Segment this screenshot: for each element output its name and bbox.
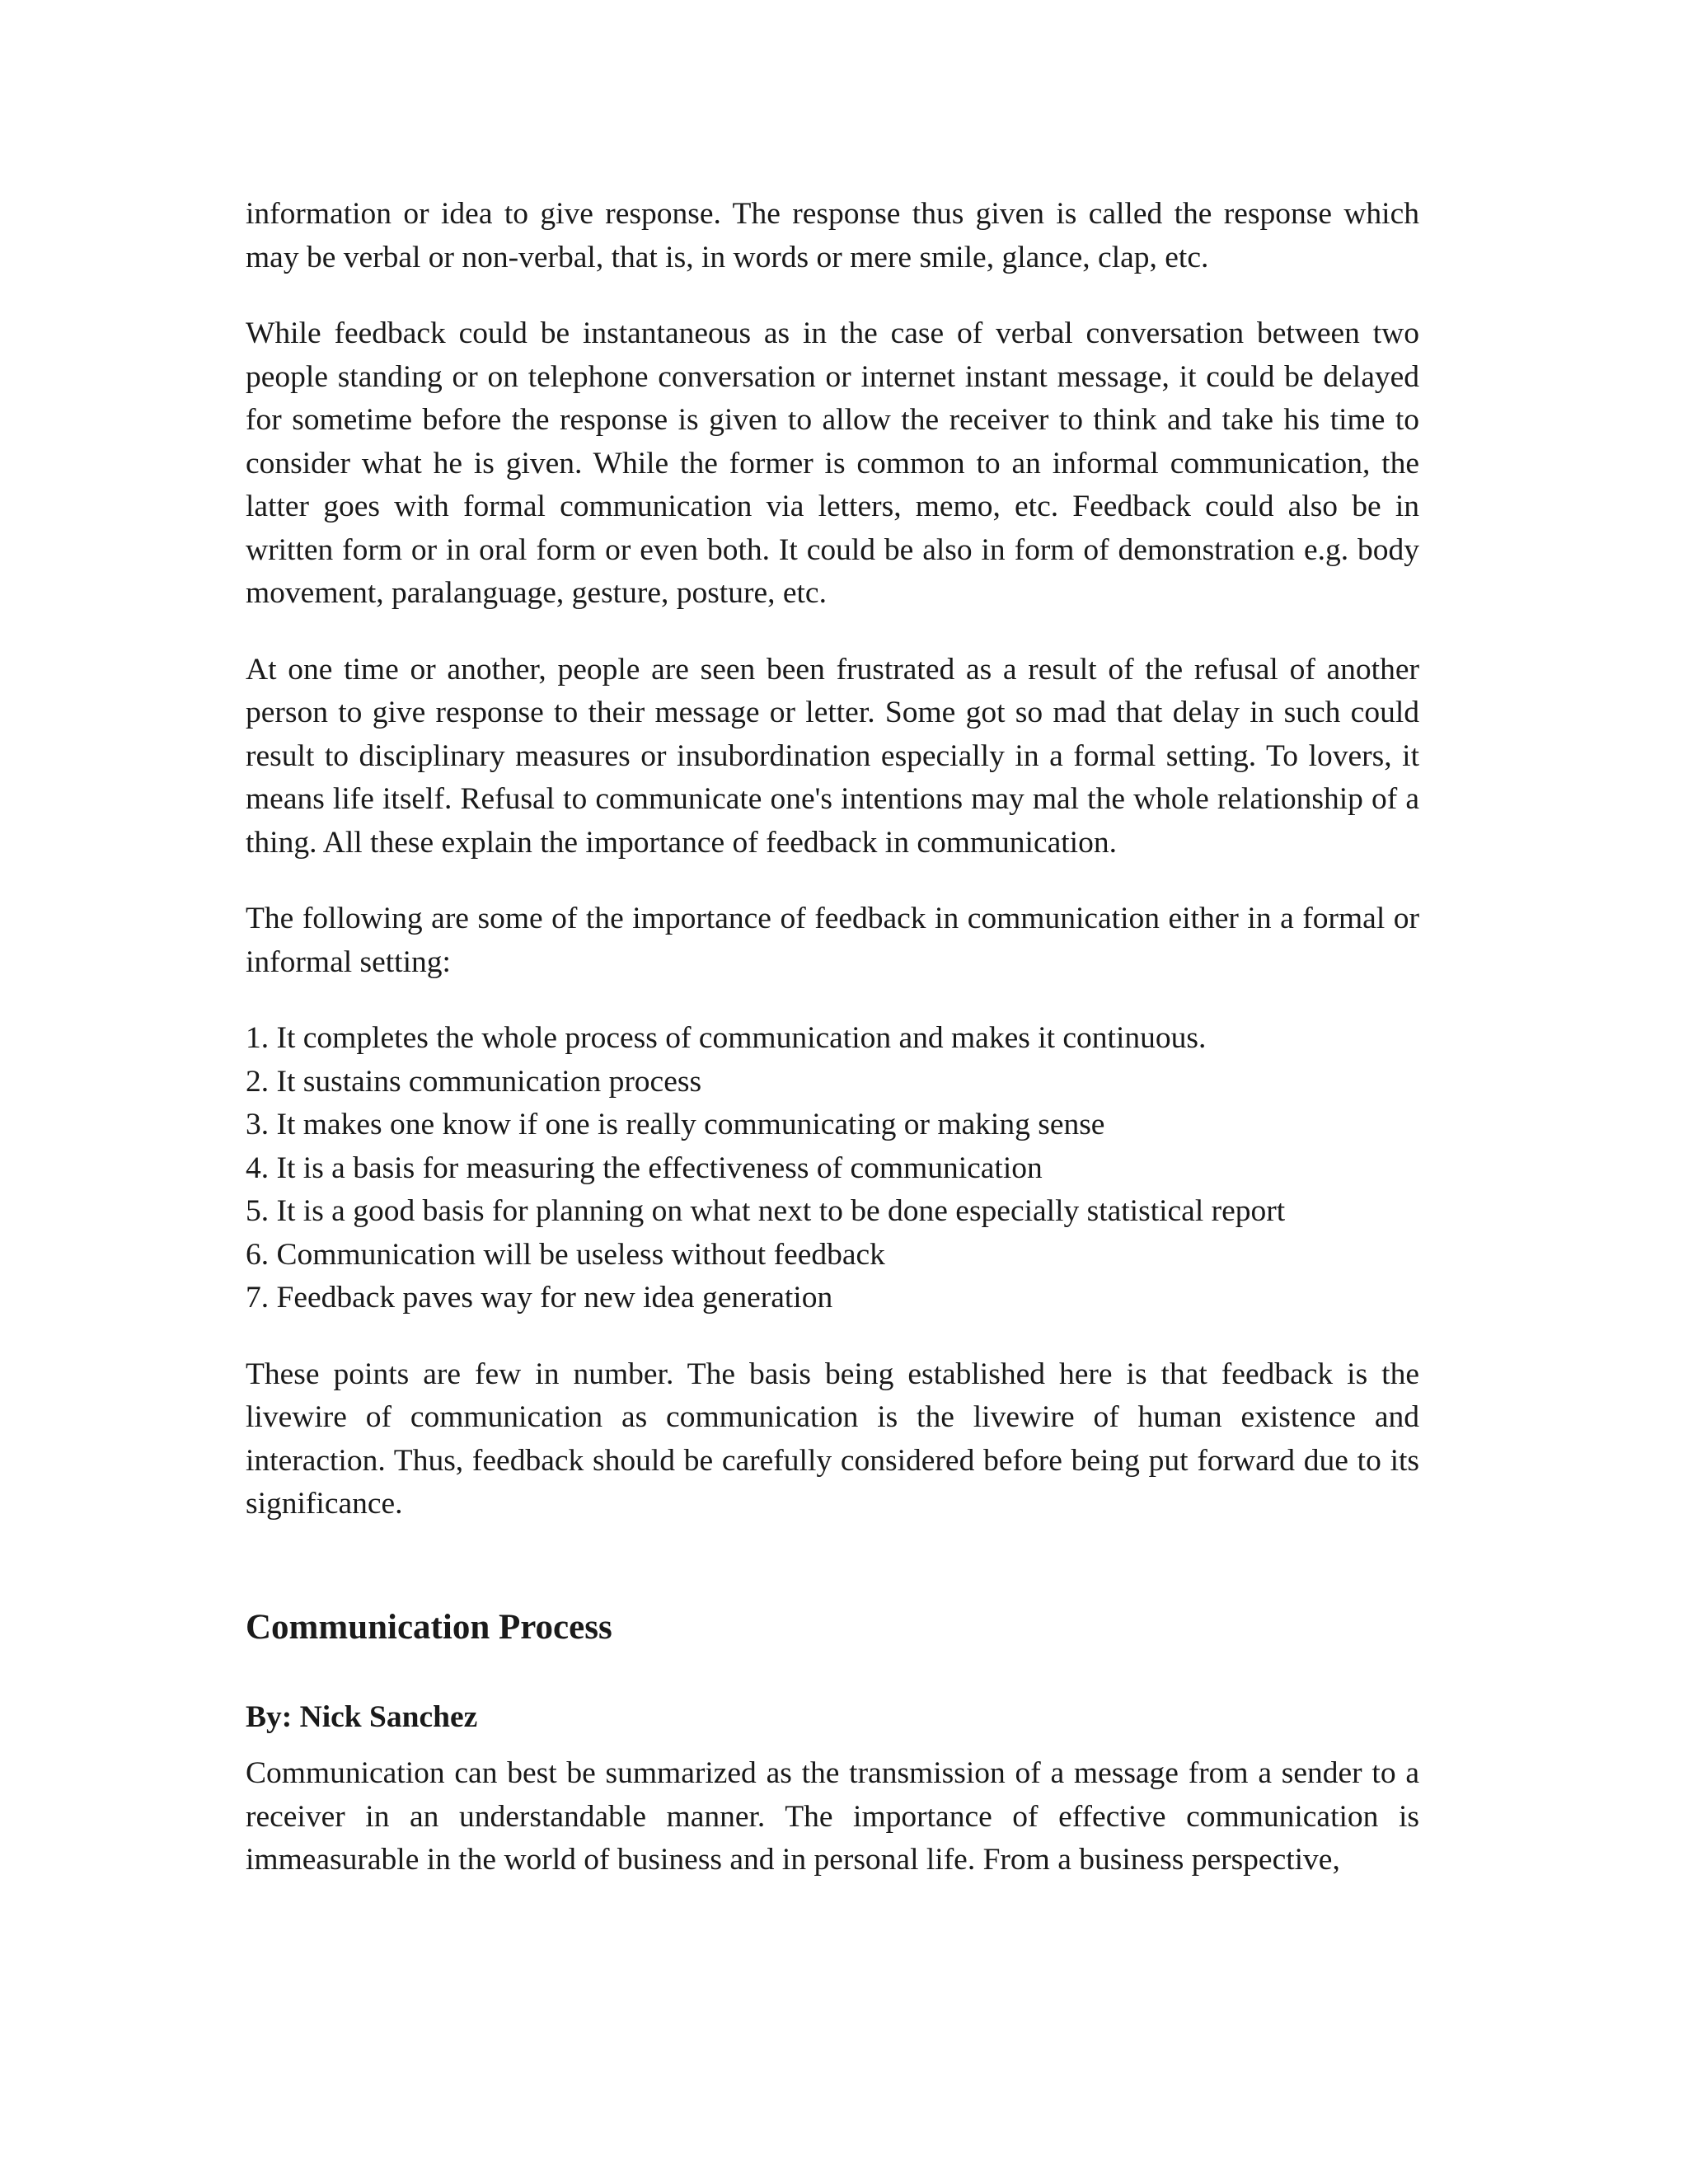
paragraph-section-intro: Communication can best be summarized as the transmission of a message from a sender to a receiver in an understandable manner. The importance of effective communication is immeasurable in the world of business and in personal life. From a business perspective, <box>246 1756 1419 1877</box>
section-title: Communication Process <box>246 1607 612 1647</box>
importance-list <box>246 1017 1419 1320</box>
list-item: 3. It makes one know if one is really communicating or making sense <box>246 1108 1105 1141</box>
list-item: 4. It is a basis for measuring the effectiveness of communication <box>246 1151 1043 1185</box>
paragraph-closing: These points are few in number. The basis being established here is that feedback is the livewire of communication as communication is the livewire of human existence and interaction. Thus, feedback should be carefully considered before being put forward due to its significance. <box>246 1357 1419 1521</box>
list-item: 6. Communication will be useless without feedback <box>246 1237 885 1272</box>
author-byline: By: Nick Sanchez <box>246 1699 478 1734</box>
paragraph-feedback-timing: While feedback could be instantaneous as in the case of verbal conversation between two people standing or on telephone conversation or internet instant message, it could be delayed for sometime before the response is given to allow the receiver to think and take his time to consider what he is given. While the former is common to an informal communication, the latter goes with formal communication via letters, memo, etc. Feedback could also be in written form or in oral form or even both. It could be also in form of demonstration e.g. body movement, paralanguage, gesture, posture, etc. <box>246 316 1419 610</box>
list-item: 7. Feedback paves way for new idea generation <box>246 1281 833 1315</box>
list-item: 1. It completes the whole process of communication and makes it continuous. <box>246 1021 1207 1055</box>
paragraph-importance-intro: The following are some of the importance of feedback in communication either in a formal or informal setting: <box>246 902 1419 979</box>
paragraph-response: information or idea to give response. The response thus given is called the response which may be verbal or non-verbal, that is, in words or mere smile, glance, clap, etc. <box>246 197 1419 274</box>
document-page <box>246 193 1419 1915</box>
paragraph-frustration: At one time or another, people are seen been frustrated as a result of the refusal of another person to give response to their message or letter. Some got so mad that delay in such could result to disciplinary measures or insubordination especially in a formal setting. To lovers, it means life itself. Refusal to communicate one's intentions may mal the whole relationship of a thing. All these explain the importance of feedback in communication. <box>246 652 1419 860</box>
list-item: 2. It sustains communication process <box>246 1064 702 1099</box>
list-item: 5. It is a good basis for planning on what next to be done especially statistical report <box>246 1194 1286 1228</box>
